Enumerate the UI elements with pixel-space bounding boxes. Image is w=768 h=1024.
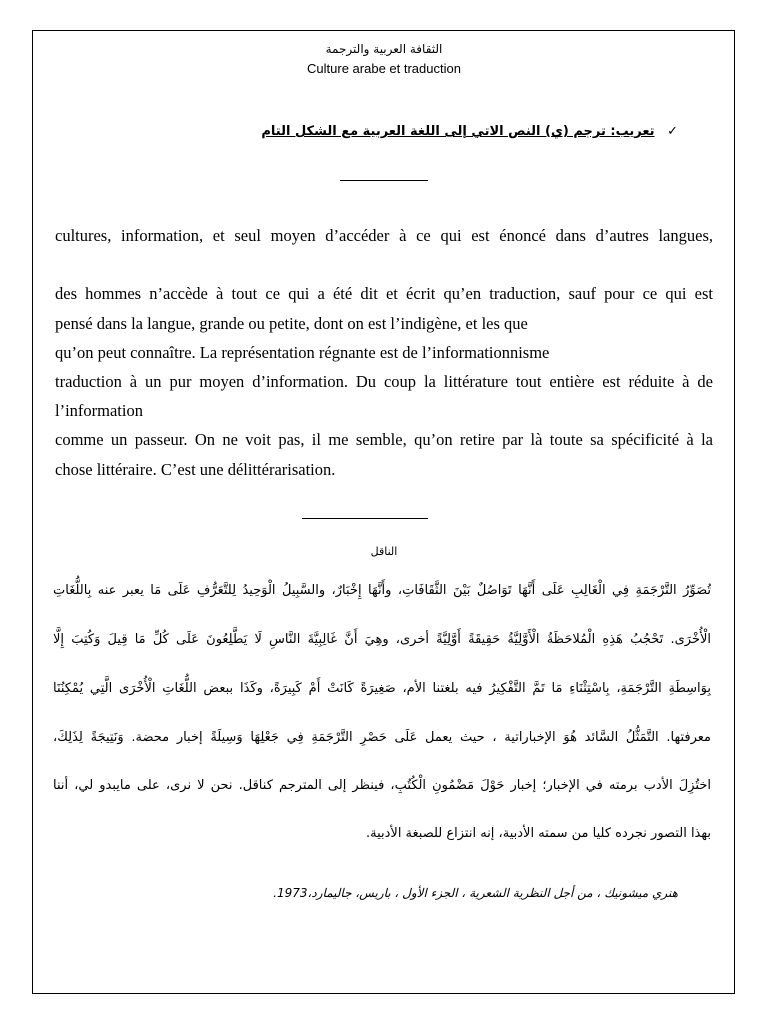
french-line: des hommes n’accède à tout ce qui a été dit et écrit qu’en traduction, sauf pour ce qui est [55, 284, 713, 303]
arabic-line: الْأُخْرَى. تَحْجُبُ هَذِهِ الْمُلاحَظَةُ الْأَوَّلِيَّةُ حَقِيقَةً أَوَّلِيَّةً أخرى، وهِيَ أَنَّ غَالِبِيَّةَ النَّاسِ لَا يَطَّلِعُونَ عَلَى كُلِّ مَا قِيلَ وَكُتِبَ إِلَّا [53, 632, 711, 647]
checkmark-icon: ✓ [667, 124, 678, 139]
header-title-french: Culture arabe et traduction [307, 61, 461, 76]
arabic-line: معرفتها. التَّمَثُّلُ السَّائد هُوَ الإخباراتية ، حيث يعمل عَلَى حَصْرِ التَّرْجَمَةِ فِي جَعْلِهَا وَسِيلَةً إخبار محضة. وَنَتِيجَةً لِذَلِكَ، [53, 730, 711, 745]
page-border [32, 30, 735, 994]
french-line: qu’on peut connaître. La représentation régnante est de l’informationnisme [55, 343, 550, 362]
instruction-label: تعريب: [610, 124, 655, 139]
arabic-line: بهذا التصور نجرده كليا من سمته الأدبية، إنه انتزاع للصبغة الأدبية. [365, 826, 711, 841]
divider-top [340, 180, 428, 181]
header-title-arabic: الثقافة العربية والترجمة [325, 42, 443, 56]
arabic-line: تُصَوِّرُ التَّرْجَمَةِ فِي الْغَالِبِ عَلَى أَنَّهَا تَوَاصُلٌ بَيْنَ الثَّقَافَاتِ، وأَنَّهَا إِخْبَارٌ، والسَّبِيلُ الْوَحِيدُ لِلتَّعَرُّفِ عَلَى مَا يعبر عنه بِاللُّغَاتِ [53, 583, 711, 598]
translator-label: الناقل [370, 545, 398, 558]
arabic-line: اختُزِلَ الأدب برمته في الإخبار؛ إخبار حَوْلَ مَضْمُونِ الْكُتُبِ، فينظر إلى المترجم كناقل. نحن لا نرى، على مايبدو لي، أننا [53, 778, 711, 793]
french-line: pensé dans la langue, grande ou petite, dont on est l’indigène, et les que [55, 314, 528, 333]
arabic-line: بِوَاسِطَةِ التَّرْجَمَةِ، بِاسْتِثْنَاءِ مَا تَمَّ التَّفْكِيرُ فيه بلغتنا الأم، صَغِيرَةً كَانَتْ أَمْ كَبِيرَةً، وكَذَا ببعض اللُّغَاتِ الْأُخْرَى الَّتِي يُمْكِنُنَا [53, 681, 711, 696]
divider-bottom [302, 518, 428, 519]
instruction-text: ترجم (ي) النص الاتي إلى اللغة العربية مع الشكل التام [261, 124, 611, 139]
french-line: l’information [55, 401, 143, 420]
citation: هنري ميشونيك ، من أجل النظرية الشعرية ، الجزء الأول ، باريس، جاليمارد،1973. [273, 886, 678, 900]
french-line: chose littéraire. C’est une délittérarisation. [55, 460, 336, 479]
french-line: traduction à un pur moyen d’information. Du coup la littérature tout entière est réduite à de [55, 372, 713, 391]
french-line: comme un passeur. On ne voit pas, il me semble, qu’on retire par là toute sa spécificité à la [55, 430, 713, 449]
french-line: cultures, information, et seul moyen d’accéder à ce qui est énoncé dans d’autres langues, [55, 226, 713, 245]
instruction [78, 124, 678, 139]
